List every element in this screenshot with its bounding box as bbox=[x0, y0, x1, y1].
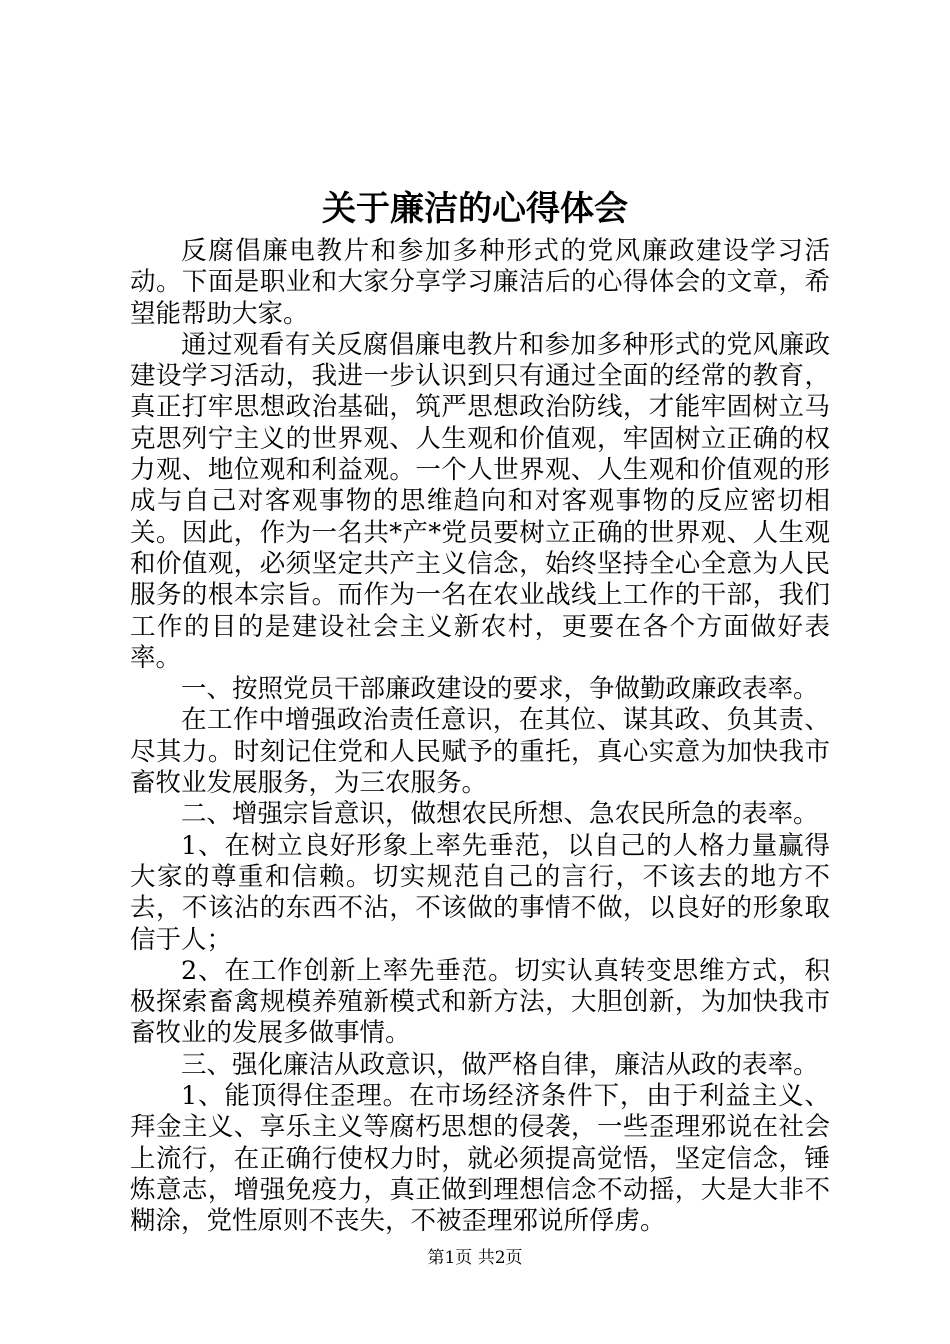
paragraph: 通过观看有关反腐倡廉电教片和参加多种形式的党风廉政建设学习活动，我进一步认识到只有通过全面的经常的教育，真正打牢思想政治基础，筑严思想政治防线，才能牢固树立马克思列宁主义的世界观、人生观和价值观，牢固树立正确的权力观、地位观和利益观。一个人世界观、人生观和价值观的形成与自己对客观事物的思维趋向和对客观事物的反应密切相关。因此，作为一名共*产*党员要树立正确的世界观、人生观和价值观，必须坚定共产主义信念，始终坚持全心全意为人民服务的根本宗旨。而作为一名在农业战线上工作的干部，我们工作的目的是建设社会主义新农村，更要在各个方面做好表率。 bbox=[130, 329, 830, 673]
section-heading: 二、增强宗旨意识，做想农民所想、急农民所急的表率。 bbox=[181, 799, 819, 830]
paragraph: 在工作中增强政治责任意识，在其位、谋其政、负其责、尽其力。时刻记住党和人民赋予的重托，真心实意为加快我市畜牧业发展服务，为三农服务。 bbox=[130, 705, 830, 799]
document-body bbox=[130, 236, 830, 1238]
page-footer bbox=[0, 1247, 950, 1269]
paragraph: 1、能顶得住歪理。在市场经济条件下，由于利益主义、拜金主义、享乐主义等腐朽思想的侵袭，一些歪理邪说在社会上流行，在正确行使权力时，就必须提高觉悟，坚定信念，锤炼意志，增强免疫力，真正做到理想信念不动摇，大是大非不糊涂，党性原则不丧失，不被歪理邪说所俘虏。 bbox=[130, 1081, 830, 1237]
paragraph: 反腐倡廉电教片和参加多种形式的党风廉政建设学习活动。下面是职业和大家分享学习廉洁后的心得体会的文章，希望能帮助大家。 bbox=[130, 236, 830, 329]
paragraph: 1、在树立良好形象上率先垂范，以自己的人格力量赢得大家的尊重和信赖。切实规范自己的言行，不该去的地方不去，不该沾的东西不沾，不该做的事情不做，以良好的形象取信于人； bbox=[130, 830, 830, 955]
section-heading: 三、强化廉洁从政意识，做严格自律，廉洁从政的表率。 bbox=[181, 1049, 819, 1080]
section-heading: 一、按照党员干部廉政建设的要求，争做勤政廉政表率。 bbox=[181, 674, 819, 705]
document-title: 关于廉洁的心得体会 bbox=[322, 189, 628, 229]
page-indicator: 第1页 共2页 bbox=[427, 1248, 523, 1268]
paragraph: 2、在工作创新上率先垂范。切实认真转变思维方式，积极探索畜禽规模养殖新模式和新方法，大胆创新，为加快我市畜牧业的发展多做事情。 bbox=[130, 955, 830, 1049]
